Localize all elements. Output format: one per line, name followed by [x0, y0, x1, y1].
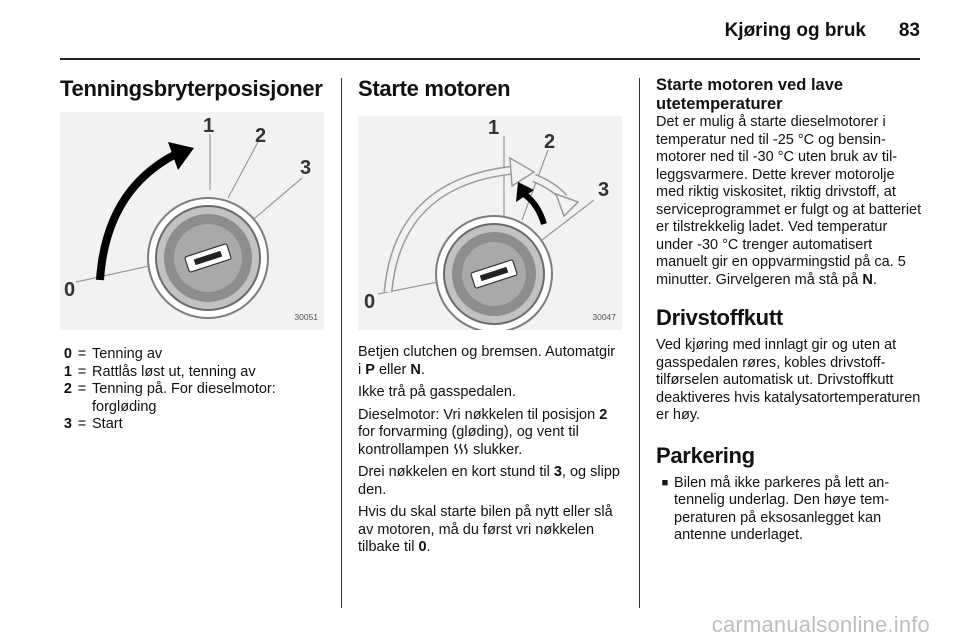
legend-key: 3: [63, 416, 72, 432]
position-label-1: 1: [203, 115, 215, 137]
header-rule: [60, 58, 920, 60]
key-turn-illustration: [358, 116, 622, 330]
paragraph-clutch-brake: [358, 344, 622, 379]
column-divider-2: [639, 78, 640, 608]
position-3: 3: [553, 464, 562, 480]
legend-item: [60, 416, 330, 434]
text-run: slukker.: [469, 441, 523, 458]
text-run: Betjen clutchen og bremsen. Automatgir i: [358, 344, 616, 378]
position-label-0: 0: [64, 279, 76, 301]
text-run: Dieselmotor: Vri nøkkelen til posisjon: [358, 406, 600, 423]
legend-text: Tenning av: [92, 346, 163, 362]
column-ignition-positions: [60, 76, 330, 434]
text-run: .: [872, 271, 877, 288]
section-title-cold-start: Starte motoren ved lave utetemperaturer: [656, 76, 844, 113]
ignition-legend: [60, 346, 330, 434]
paragraph-restart: [358, 504, 622, 557]
legend-text: Rattlås løst ut, tenning av: [92, 363, 256, 380]
gear-p: P: [365, 361, 375, 378]
legend-equals: =: [77, 416, 87, 432]
legend-equals: =: [77, 363, 87, 380]
text-run: , og slipp den.: [358, 464, 620, 498]
legend-item: [60, 381, 330, 416]
position-0: 0: [418, 539, 427, 555]
position-label-0: 0: [364, 291, 376, 313]
paragraph-no-accelerator: Ikke trå på gasspedalen.: [358, 384, 516, 400]
paragraph-turn-to-3: [358, 464, 622, 499]
page-number: 83: [898, 20, 920, 41]
ignition-switch-illustration: [60, 112, 324, 330]
glow-plug-icon: [453, 443, 469, 455]
ignition-switch-figure: [60, 112, 324, 330]
legend-key: 2: [63, 381, 72, 397]
bullet-square-icon: ■: [661, 476, 669, 489]
text-run: for forvarming (gløding), og vent til kontrollampen: [358, 424, 579, 458]
section-title-ignition-positions: Tenningsbryterposisjoner: [60, 76, 323, 101]
position-label-3: 3: [598, 179, 610, 201]
gear-n: N: [862, 271, 873, 288]
position-2: 2: [599, 406, 608, 423]
column-cold-start-fuel-parking: [656, 76, 922, 545]
paragraph-diesel-preheat: [358, 407, 622, 460]
text-run: Hvis du skal starte bilen på nytt eller slå av motoren, må du først vri nøkkelen tilbake til: [358, 504, 613, 555]
position-label-3: 3: [300, 157, 312, 179]
section-title-parking: Parkering: [656, 442, 755, 468]
position-label-2: 2: [544, 131, 556, 153]
text-run: .: [426, 539, 431, 555]
figure-code: 30047: [592, 311, 616, 322]
section-title-starting-engine: Starte motoren: [358, 76, 511, 101]
gear-n: N: [410, 361, 421, 378]
column-starting-engine: [358, 76, 622, 557]
position-label-1: 1: [488, 117, 500, 139]
figure-code: 30051: [294, 311, 318, 322]
legend-text: Tenning på. For dieselmotor: forgløding: [92, 381, 276, 415]
text-run: Drei nøkkelen en kort stund til: [358, 464, 554, 480]
legend-item: [60, 346, 330, 364]
text-run: Det er mulig å starte dieselmotorer i temperatur ned til -25 °C og bensinmotorer ned til -30 °C uten bruk av tilleggsvarmere. Dette krever motorolje med riktig viskositet, riktig drivstoff, at serviceprogrammet er fulgt og at batteriet er tilstrekkelig ladet. Ved temperatur under -30 °C trenger automatisert manuelt gir en oppvarmingstid på ca. 5 minutter. Girvelgeren må stå på: [656, 114, 922, 288]
legend-text: Start: [92, 416, 123, 432]
position-label-2: 2: [255, 125, 267, 147]
column-divider-1: [341, 78, 342, 608]
legend-key: 0: [63, 346, 72, 362]
text-run: eller: [374, 361, 411, 378]
text-run: .: [420, 361, 425, 378]
paragraph-fuel-cutoff: Ved kjøring med innlagt gir og uten at gasspedalen røres, kobles drivstofftilførselen automatisk ut. Drivstoffkutt deaktiveres hvis katalysatortemperaturen er høy.: [656, 337, 921, 423]
key-turn-figure: [358, 116, 622, 330]
paragraph-cold-start: [656, 114, 922, 289]
legend-item: [60, 364, 330, 382]
watermark: carmanualsonline.info: [711, 612, 930, 637]
list-item: [656, 475, 922, 545]
legend-key: 1: [63, 363, 72, 380]
legend-equals: =: [77, 381, 87, 397]
bullet-text: Bilen må ikke parkeres på lett antennelig underlag. Den høye temperaturen på eksosanlegget kan antenne underlaget.: [674, 474, 890, 543]
section-title-fuel-cutoff: Drivstoffkutt: [656, 305, 783, 330]
running-header: Kjøring og bruk: [724, 20, 866, 41]
legend-equals: =: [77, 346, 87, 362]
